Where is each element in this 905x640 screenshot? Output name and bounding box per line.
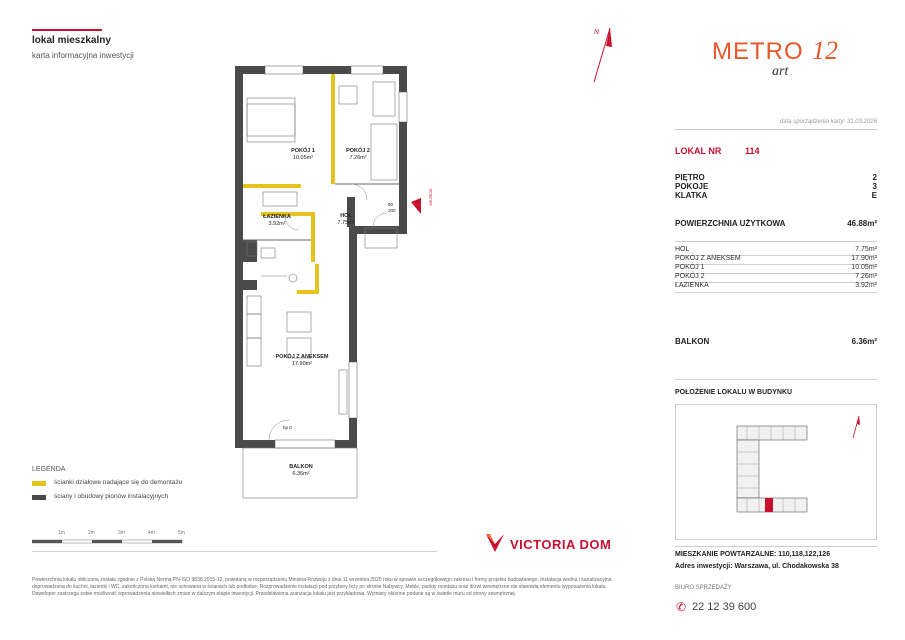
scale-label: 4m xyxy=(148,530,155,536)
pietro-label: PIĘTRO xyxy=(675,173,705,182)
room-label-pokoj1: POKÓJ 1 xyxy=(291,148,315,154)
room-label-pokoj2: POKÓJ 2 xyxy=(346,148,370,154)
balkon-label: BALKON xyxy=(675,337,710,346)
disclaimer-text: Powierzchnia lokalu obliczona została zgodnie z Polską Normą PN-ISO 9836:2015-12, powołaną w rozporządzeniu Ministra Rozwoju z dnia 11 września 2020 roku w sprawie szczegółowego zakresu i formy projektu budowlanego. Instalacja wodna i kanalizacyjna doprowadzona do kuchni, łazienki i WC, zakończona korkami, nie schowana w ścianach lub podłodze. Rozprowadzenie instalacji pod przybory leży po stronie Nabywcy. Meble, punkty montażu oraz drzwi wewnętrzne nie stanowią elementu wyposażenia lokalu. Deweloper zastrzega sobie możliwość wprowadzenia niewielkich zmian w dalszym etapie inwestycji. Przedstawiona aranżacja lokalu jest przykładowa. Wymiary okienne podane są w świetle muru od strony zewnętrznej. xyxy=(32,577,612,597)
scale-label: 5m xyxy=(178,530,185,536)
scale-bar xyxy=(32,532,192,546)
room-name: HOL xyxy=(675,246,690,253)
room-label-aneks: POKÓJ Z ANEKSEM xyxy=(275,354,329,360)
area-value: 46.88m² xyxy=(847,219,877,228)
divider xyxy=(675,241,877,242)
room-label-balkon: BALKON xyxy=(289,464,313,470)
room-area: 7.75m² xyxy=(855,246,877,253)
legend-title: LEGENDA xyxy=(32,466,66,473)
room-area-pokoj2: 7.26m² xyxy=(349,155,367,161)
phone-icon: ✆ xyxy=(676,600,687,614)
room-label-lazienka: ŁAZIENKA xyxy=(263,214,291,220)
investment-address: Adres inwestycji: Warszawa, ul. Chodakowska 38 xyxy=(675,563,839,570)
victoria-dom-logo-icon xyxy=(484,532,506,554)
legend-item: ściany i obudowy pionów instalacyjnych xyxy=(54,493,169,500)
area-label: POWIERZCHNIA UŻYTKOWA xyxy=(675,219,786,228)
room-area: 10.05m² xyxy=(851,264,877,271)
divider xyxy=(675,292,877,293)
klatka-label: KLATKA xyxy=(675,191,708,200)
pokoje-label: POKOJE xyxy=(675,182,709,191)
scale-label: 1m xyxy=(58,530,65,536)
legend-swatch-grey xyxy=(32,495,46,500)
page-subtitle: karta informacyjna inwestycji xyxy=(32,51,134,60)
location-title: POŁOŻENIE LOKALU W BUDYNKU xyxy=(675,389,793,396)
divider xyxy=(675,129,877,130)
room-name: POKÓJ 2 xyxy=(675,273,705,280)
page-title: lokal mieszkalny xyxy=(32,35,111,46)
divider xyxy=(675,379,877,380)
legend-item: ścianki działowe nadające się do demontażu xyxy=(54,479,183,486)
room-area-aneks: 17.90m² xyxy=(291,361,313,367)
door-height: 200 xyxy=(388,208,396,213)
legend-swatch-yellow xyxy=(32,481,46,486)
floor-plan xyxy=(225,52,445,502)
room-area-balkon: 6.36m² xyxy=(292,471,310,477)
repeat-units: MIESZKANIE POWTARZALNE: 110,118,122,126 xyxy=(675,551,831,558)
lokal-number: 114 xyxy=(745,146,760,156)
svg-text:N: N xyxy=(594,29,600,36)
room-name: POKÓJ 1 xyxy=(675,264,705,271)
office-label: BIURO SPRZEDAŻY xyxy=(675,585,732,591)
north-arrow-icon xyxy=(580,20,620,90)
entrance-label: WEJŚCIE xyxy=(428,188,433,206)
room-name: ŁAZIENKA xyxy=(675,282,709,289)
metro-art-logo: METRO 12 art xyxy=(712,36,838,79)
scale-label: 3m xyxy=(118,530,125,536)
date-label: data sporządzenia karty: 31.03.2026 xyxy=(779,119,877,125)
klatka-value: E xyxy=(871,191,877,200)
room-area-hol: 7.75m² xyxy=(337,220,355,226)
building-location-map xyxy=(675,404,877,540)
room-area: 3.92m² xyxy=(855,282,877,289)
pietro-value: 2 xyxy=(872,173,877,182)
balkon-value: 6.36m² xyxy=(851,337,877,346)
room-area-pokoj1: 10.05m² xyxy=(292,155,314,161)
divider xyxy=(675,546,877,547)
unit-highlight xyxy=(765,498,773,512)
room-area: 7.26m² xyxy=(855,273,877,280)
door-width: 90 xyxy=(388,202,394,207)
room-area-lazienka: 3.92m² xyxy=(268,221,286,227)
lokal-label: LOKAL NR xyxy=(675,146,722,156)
scale-label: 2m xyxy=(88,530,95,536)
pokoje-value: 3 xyxy=(872,182,877,191)
header-accent-line xyxy=(32,29,102,31)
room-name: POKÓJ Z ANEKSEM xyxy=(675,255,741,262)
room-label-hol: HOL xyxy=(340,213,352,219)
developer-name: VICTORIA DOM xyxy=(510,537,612,552)
divider xyxy=(32,551,437,552)
phone-number[interactable]: 22 12 39 600 xyxy=(692,601,757,613)
hp-label: hp 0 xyxy=(283,425,292,430)
room-area: 17.90m² xyxy=(851,255,877,262)
